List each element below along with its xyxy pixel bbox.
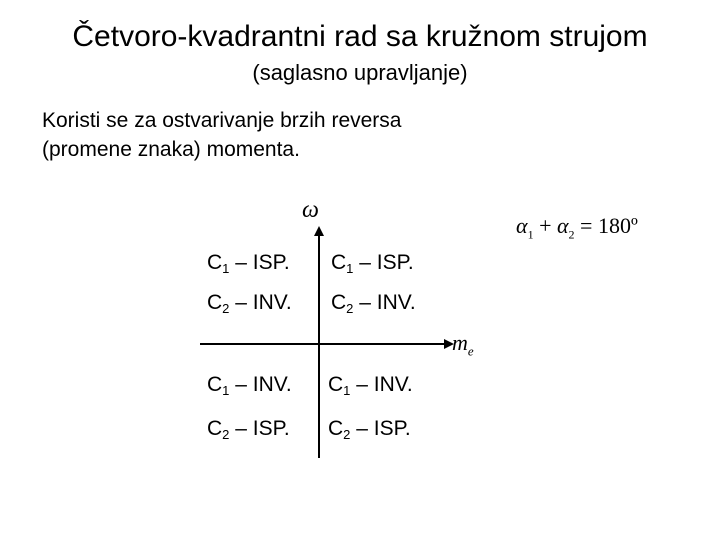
page-subtitle: (saglasno upravljanje) — [252, 60, 468, 85]
page-title: Četvoro-kvadrantni rad sa kružnom strujom — [72, 20, 648, 53]
description-line-2: (promene znaka) momenta. — [42, 138, 300, 161]
top-right-c1: $C_1$ – ISP. — [331, 251, 414, 276]
torque-axis-label — [452, 330, 474, 359]
bottom-right-c1: $C_1$ – INV. — [328, 373, 413, 398]
angle-equation — [516, 213, 638, 242]
equation-plus: + — [533, 213, 557, 238]
equation-sub-2: 2 — [568, 227, 575, 242]
description-line-1: Koristi se za ostvarivanje brzih reversa — [42, 109, 402, 132]
torque-label-main: m — [452, 330, 468, 355]
equation-alpha-2: α — [556, 213, 569, 238]
equation-rhs: = 180º — [574, 213, 638, 238]
bottom-left-c1: $C_1$ – INV. — [207, 373, 292, 398]
equation-alpha-1: α — [516, 213, 528, 238]
top-left-c2: $C_2$ – INV. — [207, 291, 292, 316]
bottom-left-c2: $C_2$ – ISP. — [207, 417, 290, 442]
equation-sub-1: 1 — [527, 227, 534, 242]
bottom-right-c2: $C_2$ – ISP. — [328, 417, 411, 442]
torque-label-sub: e — [467, 343, 474, 359]
top-left-c1: $C_1$ – ISP. — [207, 251, 290, 276]
top-right-c2: $C_2$ – INV. — [331, 291, 416, 316]
omega-axis-label: ω — [302, 197, 319, 223]
